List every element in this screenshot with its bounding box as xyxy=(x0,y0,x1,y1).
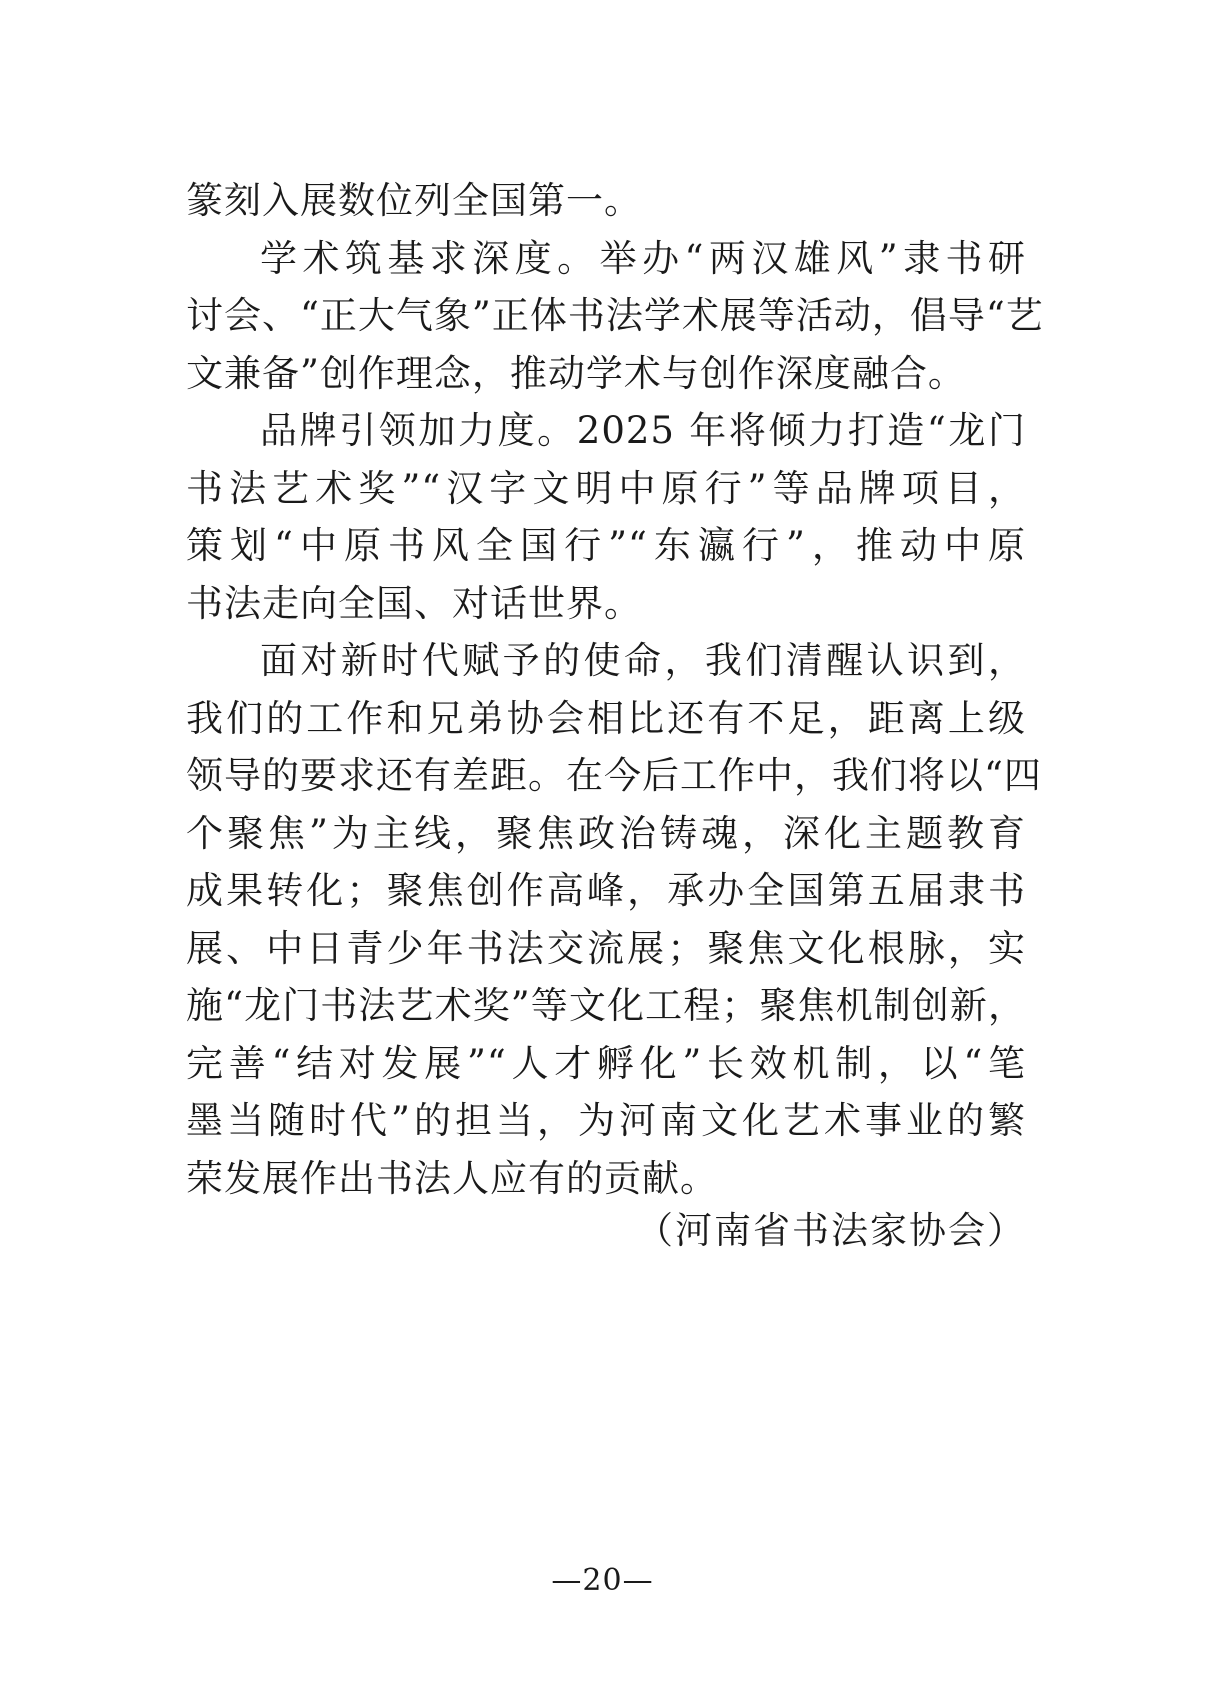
paragraph-line: 篆刻入展数位列全国第一。 xyxy=(186,179,642,222)
body-text xyxy=(186,172,1044,1207)
paragraph-line: 领导的要求还有差距。在今后工作中，我们将以“四 xyxy=(186,754,1042,797)
paragraph-line: 墨当随时代”的担当，为河南文化艺术事业的繁 xyxy=(186,1099,1026,1142)
paragraph-line: 书法走向全国、对话世界。 xyxy=(186,581,642,625)
paragraph-line: 品牌引领加力度。2025 年将倾力打造“龙门 xyxy=(260,409,1026,452)
paragraph-line: 个聚焦”为主线，聚焦政治铸魂，深化主题教育 xyxy=(186,811,1026,855)
paragraph-line: 策划“中原书风全国行”“东瀛行”，推动中原 xyxy=(186,524,1026,567)
paragraph-line: 荣发展作出书法人应有的贡献。 xyxy=(186,1156,718,1200)
page-number: —20— xyxy=(551,1563,654,1598)
author-attribution: （河南省书法家协会） xyxy=(636,1209,1026,1252)
paragraph-line: 讨会、“正大气象”正体书法学术展等活动，倡导“艺 xyxy=(186,294,1044,337)
paragraph-line: 我们的工作和兄弟协会相比还有不足，距离上级 xyxy=(186,696,1026,740)
paragraph-line: 学术筑基求深度。举办“两汉雄风”隶书研 xyxy=(260,236,1026,280)
paragraph-line: 面对新时代赋予的使命，我们清醒认识到， xyxy=(260,639,1026,682)
paragraph-line: 书法艺术奖”“汉字文明中原行”等品牌项目， xyxy=(186,466,1026,510)
paragraph-line: 展、中日青少年书法交流展；聚焦文化根脉，实 xyxy=(186,926,1026,970)
paragraph-line: 施“龙门书法艺术奖”等文化工程；聚焦机制创新， xyxy=(186,984,1026,1027)
paragraph-line: 文兼备”创作理念，推动学术与创作深度融合。 xyxy=(186,351,966,395)
paragraph-line: 完善“结对发展”“人才孵化”长效机制，以“笔 xyxy=(186,1041,1026,1085)
paragraph-line: 成果转化；聚焦创作高峰，承办全国第五届隶书 xyxy=(186,869,1026,912)
